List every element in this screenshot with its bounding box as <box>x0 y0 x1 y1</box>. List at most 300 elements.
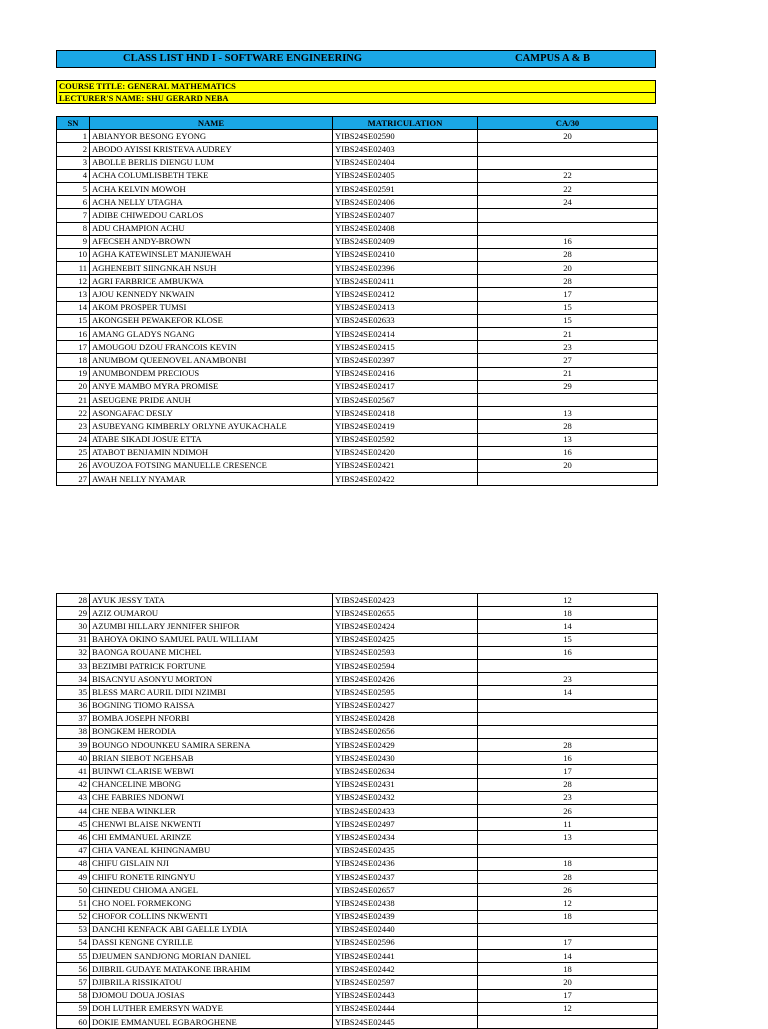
cell-ca <box>478 1016 658 1029</box>
cell-ca: 28 <box>478 778 658 791</box>
cell-ca: 17 <box>478 936 658 949</box>
cell-sn: 55 <box>57 950 90 963</box>
cell-name: BISACNYU ASONYU MORTON <box>90 673 333 686</box>
cell-sn: 35 <box>57 686 90 699</box>
table-row <box>57 778 658 791</box>
table-row <box>57 765 658 778</box>
cell-sn: 9 <box>57 235 90 248</box>
cell-sn: 32 <box>57 646 90 659</box>
cell-ca: 28 <box>478 275 658 288</box>
cell-name: DJEUMEN SANDJONG MORIAN DANIEL <box>90 950 333 963</box>
cell-matriculation: YIBS24SE02418 <box>333 407 478 420</box>
cell-sn: 41 <box>57 765 90 778</box>
cell-matriculation: YIBS24SE02438 <box>333 897 478 910</box>
cell-name: DOKIE EMMANUEL EGBAROGHENE <box>90 1016 333 1029</box>
table-row <box>57 169 658 182</box>
table-row <box>57 473 658 486</box>
cell-sn: 48 <box>57 857 90 870</box>
cell-ca: 15 <box>478 314 658 327</box>
cell-name: BOUNGO NDOUNKEU SAMIRA SERENA <box>90 739 333 752</box>
cell-matriculation: YIBS24SE02423 <box>333 594 478 607</box>
table-row <box>57 923 658 936</box>
cell-ca: 24 <box>478 196 658 209</box>
cell-name: BEZIMBI PATRICK FORTUNE <box>90 659 333 672</box>
cell-name: AMANG GLADYS NGANG <box>90 328 333 341</box>
table-row <box>57 380 658 393</box>
table-row <box>57 143 658 156</box>
cell-sn: 8 <box>57 222 90 235</box>
table-row <box>57 725 658 738</box>
cell-matriculation: YIBS24SE02421 <box>333 459 478 472</box>
table-row <box>57 976 658 989</box>
cell-ca: 18 <box>478 607 658 620</box>
cell-matriculation: YIBS24SE02414 <box>333 328 478 341</box>
cell-matriculation: YIBS24SE02440 <box>333 923 478 936</box>
cell-name: ANUMBOM QUEENOVEL ANAMBONBI <box>90 354 333 367</box>
cell-sn: 58 <box>57 989 90 1002</box>
cell-matriculation: YIBS24SE02425 <box>333 633 478 646</box>
cell-sn: 60 <box>57 1016 90 1029</box>
cell-sn: 59 <box>57 1002 90 1015</box>
cell-name: ACHA COLUMLISBETH TEKE <box>90 169 333 182</box>
table-row <box>57 1002 658 1015</box>
cell-name: ACHA KELVIN MOWOH <box>90 182 333 195</box>
cell-ca <box>478 156 658 169</box>
table-row <box>57 420 658 433</box>
cell-sn: 7 <box>57 209 90 222</box>
class-list-table-part1 <box>56 116 658 486</box>
cell-sn: 3 <box>57 156 90 169</box>
cell-matriculation: YIBS24SE02404 <box>333 156 478 169</box>
cell-sn: 38 <box>57 725 90 738</box>
table-row <box>57 459 658 472</box>
cell-matriculation: YIBS24SE02594 <box>333 659 478 672</box>
cell-ca <box>478 222 658 235</box>
table-row <box>57 712 658 725</box>
cell-name: ABIANYOR BESONG EYONG <box>90 130 333 143</box>
table-row <box>57 314 658 327</box>
cell-name: AJOU KENNEDY NKWAIN <box>90 288 333 301</box>
cell-name: AGHA KATEWINSLET MANJIEWAH <box>90 248 333 261</box>
table-row <box>57 407 658 420</box>
cell-name: AMOUGOU DZOU FRANCOIS KEVIN <box>90 341 333 354</box>
cell-name: AZUMBI HILLARY JENNIFER SHIFOR <box>90 620 333 633</box>
cell-ca <box>478 659 658 672</box>
column-header-name: NAME <box>90 117 333 130</box>
table-row <box>57 963 658 976</box>
cell-name: BAONGA ROUANE MICHEL <box>90 646 333 659</box>
cell-name: AFECSEH ANDY-BROWN <box>90 235 333 248</box>
cell-ca: 22 <box>478 182 658 195</box>
cell-name: AKONGSEH PEWAKEFOR KLOSE <box>90 314 333 327</box>
cell-ca <box>478 699 658 712</box>
cell-matriculation: YIBS24SE02655 <box>333 607 478 620</box>
cell-matriculation: YIBS24SE02435 <box>333 844 478 857</box>
cell-matriculation: YIBS24SE02416 <box>333 367 478 380</box>
table-row <box>57 275 658 288</box>
cell-sn: 47 <box>57 844 90 857</box>
table-row <box>57 870 658 883</box>
cell-name: DANCHI KENFACK ABI GAELLE LYDIA <box>90 923 333 936</box>
cell-matriculation: YIBS24SE02443 <box>333 989 478 1002</box>
cell-name: AKOM PROSPER TUMSI <box>90 301 333 314</box>
cell-matriculation: YIBS24SE02396 <box>333 262 478 275</box>
cell-ca: 12 <box>478 897 658 910</box>
cell-ca: 20 <box>478 262 658 275</box>
table-row <box>57 686 658 699</box>
table-row <box>57 791 658 804</box>
cell-ca: 14 <box>478 620 658 633</box>
cell-ca: 15 <box>478 301 658 314</box>
table-row <box>57 805 658 818</box>
cell-matriculation: YIBS24SE02439 <box>333 910 478 923</box>
cell-ca: 14 <box>478 686 658 699</box>
class-list-table-part2 <box>56 593 658 1029</box>
cell-sn: 52 <box>57 910 90 923</box>
table-row <box>57 936 658 949</box>
cell-sn: 12 <box>57 275 90 288</box>
cell-name: BAHOYA OKINO SAMUEL PAUL WILLIAM <box>90 633 333 646</box>
cell-name: AZIZ OUMAROU <box>90 607 333 620</box>
cell-matriculation: YIBS24SE02437 <box>333 870 478 883</box>
cell-name: CHI EMMANUEL ARINZE <box>90 831 333 844</box>
cell-ca: 29 <box>478 380 658 393</box>
cell-name: CHE FABRIES NDONWI <box>90 791 333 804</box>
cell-matriculation: YIBS24SE02430 <box>333 752 478 765</box>
cell-sn: 14 <box>57 301 90 314</box>
cell-matriculation: YIBS24SE02411 <box>333 275 478 288</box>
cell-ca: 16 <box>478 235 658 248</box>
cell-ca <box>478 143 658 156</box>
cell-matriculation: YIBS24SE02427 <box>333 699 478 712</box>
table-row <box>57 607 658 620</box>
cell-matriculation: YIBS24SE02429 <box>333 739 478 752</box>
cell-name: CHENWI BLAISE NKWENTI <box>90 818 333 831</box>
cell-matriculation: YIBS24SE02567 <box>333 393 478 406</box>
cell-name: AGRI FARBRICE AMBUKWA <box>90 275 333 288</box>
table-row <box>57 633 658 646</box>
cell-name: ASONGAFAC DESLY <box>90 407 333 420</box>
cell-ca: 13 <box>478 433 658 446</box>
table-row <box>57 130 658 143</box>
cell-ca: 23 <box>478 341 658 354</box>
cell-sn: 43 <box>57 791 90 804</box>
cell-matriculation: YIBS24SE02409 <box>333 235 478 248</box>
cell-name: DASSI KENGNE CYRILLE <box>90 936 333 949</box>
cell-ca: 26 <box>478 805 658 818</box>
cell-matriculation: YIBS24SE02415 <box>333 341 478 354</box>
table-row <box>57 156 658 169</box>
cell-sn: 53 <box>57 923 90 936</box>
table-row <box>57 1016 658 1029</box>
cell-ca <box>478 712 658 725</box>
cell-name: CHANCELINE MBONG <box>90 778 333 791</box>
cell-ca <box>478 209 658 222</box>
cell-sn: 22 <box>57 407 90 420</box>
cell-sn: 57 <box>57 976 90 989</box>
cell-matriculation: YIBS24SE02441 <box>333 950 478 963</box>
table-row <box>57 209 658 222</box>
cell-name: AWAH NELLY NYAMAR <box>90 473 333 486</box>
cell-name: BUINWI CLARISE WEBWI <box>90 765 333 778</box>
cell-ca: 16 <box>478 446 658 459</box>
cell-matriculation: YIBS24SE02433 <box>333 805 478 818</box>
table-row <box>57 818 658 831</box>
table-row <box>57 739 658 752</box>
class-list-title-bar <box>56 50 656 68</box>
cell-ca: 27 <box>478 354 658 367</box>
table-row <box>57 235 658 248</box>
table-row <box>57 354 658 367</box>
cell-ca: 28 <box>478 420 658 433</box>
cell-matriculation: YIBS24SE02428 <box>333 712 478 725</box>
cell-ca: 17 <box>478 288 658 301</box>
cell-sn: 36 <box>57 699 90 712</box>
cell-matriculation: YIBS24SE02434 <box>333 831 478 844</box>
class-list-title: CLASS LIST HND I - SOFTWARE ENGINEERING <box>123 53 363 64</box>
course-info-box <box>56 80 656 104</box>
table-row <box>57 831 658 844</box>
cell-ca: 18 <box>478 910 658 923</box>
table-row <box>57 301 658 314</box>
cell-name: AVOUZOA FOTSING MANUELLE CRESENCE <box>90 459 333 472</box>
cell-sn: 18 <box>57 354 90 367</box>
cell-name: ANUMBONDEM PRECIOUS <box>90 367 333 380</box>
cell-ca: 28 <box>478 739 658 752</box>
cell-matriculation: YIBS24SE02422 <box>333 473 478 486</box>
cell-matriculation: YIBS24SE02407 <box>333 209 478 222</box>
table-row <box>57 897 658 910</box>
table-row <box>57 699 658 712</box>
cell-matriculation: YIBS24SE02590 <box>333 130 478 143</box>
table-row <box>57 673 658 686</box>
cell-sn: 5 <box>57 182 90 195</box>
cell-sn: 10 <box>57 248 90 261</box>
table-row <box>57 950 658 963</box>
cell-name: AGHENEBIT SIINGNKAH NSUH <box>90 262 333 275</box>
cell-sn: 6 <box>57 196 90 209</box>
cell-sn: 40 <box>57 752 90 765</box>
table-row <box>57 844 658 857</box>
cell-sn: 56 <box>57 963 90 976</box>
cell-matriculation: YIBS24SE02592 <box>333 433 478 446</box>
cell-matriculation: YIBS24SE02413 <box>333 301 478 314</box>
table-row <box>57 594 658 607</box>
cell-matriculation: YIBS24SE02442 <box>333 963 478 976</box>
cell-name: BLESS MARC AURIL DIDI NZIMBI <box>90 686 333 699</box>
cell-name: CHIFU RONETE RINGNYU <box>90 870 333 883</box>
cell-name: DJOMOU DOUA JOSIAS <box>90 989 333 1002</box>
cell-name: BONGKEM HERODIA <box>90 725 333 738</box>
table-row <box>57 328 658 341</box>
cell-sn: 42 <box>57 778 90 791</box>
cell-matriculation: YIBS24SE02432 <box>333 791 478 804</box>
cell-ca <box>478 844 658 857</box>
column-header-sn: SN <box>57 117 90 130</box>
cell-name: CHIA VANEAL KHINGNAMBU <box>90 844 333 857</box>
cell-matriculation: YIBS24SE02593 <box>333 646 478 659</box>
cell-sn: 44 <box>57 805 90 818</box>
cell-name: CHOFOR COLLINS NKWENTI <box>90 910 333 923</box>
table-row <box>57 248 658 261</box>
cell-ca: 12 <box>478 1002 658 1015</box>
campus-label: CAMPUS A & B <box>515 53 590 64</box>
cell-matriculation: YIBS24SE02420 <box>333 446 478 459</box>
cell-matriculation: YIBS24SE02397 <box>333 354 478 367</box>
table-row <box>57 182 658 195</box>
cell-ca: 23 <box>478 791 658 804</box>
table-row <box>57 367 658 380</box>
cell-name: ADIBE CHIWEDOU CARLOS <box>90 209 333 222</box>
cell-matriculation: YIBS24SE02597 <box>333 976 478 989</box>
cell-sn: 50 <box>57 884 90 897</box>
cell-sn: 1 <box>57 130 90 143</box>
cell-ca: 17 <box>478 989 658 1002</box>
cell-ca <box>478 473 658 486</box>
cell-matriculation: YIBS24SE02656 <box>333 725 478 738</box>
cell-sn: 45 <box>57 818 90 831</box>
cell-ca: 16 <box>478 646 658 659</box>
cell-ca: 20 <box>478 976 658 989</box>
cell-sn: 13 <box>57 288 90 301</box>
cell-ca: 13 <box>478 831 658 844</box>
cell-name: DOH LUTHER EMERSYN WADYE <box>90 1002 333 1015</box>
cell-sn: 49 <box>57 870 90 883</box>
cell-name: ADU CHAMPION ACHU <box>90 222 333 235</box>
column-header-ca: CA/30 <box>478 117 658 130</box>
cell-matriculation: YIBS24SE02405 <box>333 169 478 182</box>
table-header-row <box>57 117 658 130</box>
cell-sn: 28 <box>57 594 90 607</box>
cell-matriculation: YIBS24SE02595 <box>333 686 478 699</box>
cell-sn: 39 <box>57 739 90 752</box>
cell-matriculation: YIBS24SE02431 <box>333 778 478 791</box>
cell-sn: 37 <box>57 712 90 725</box>
table-row <box>57 910 658 923</box>
cell-name: BOMBA JOSEPH NFORBI <box>90 712 333 725</box>
cell-name: ATABOT BENJAMIN NDIMOH <box>90 446 333 459</box>
cell-sn: 4 <box>57 169 90 182</box>
cell-ca: 22 <box>478 169 658 182</box>
cell-sn: 51 <box>57 897 90 910</box>
cell-name: CHIFU GISLAIN NJI <box>90 857 333 870</box>
cell-ca: 18 <box>478 963 658 976</box>
cell-sn: 25 <box>57 446 90 459</box>
cell-ca: 21 <box>478 367 658 380</box>
cell-ca: 15 <box>478 633 658 646</box>
cell-matriculation: YIBS24SE02444 <box>333 1002 478 1015</box>
cell-sn: 27 <box>57 473 90 486</box>
table-row <box>57 393 658 406</box>
cell-ca: 20 <box>478 130 658 143</box>
table-row <box>57 433 658 446</box>
cell-matriculation: YIBS24SE02412 <box>333 288 478 301</box>
cell-sn: 20 <box>57 380 90 393</box>
cell-ca: 17 <box>478 765 658 778</box>
table-row <box>57 884 658 897</box>
cell-sn: 30 <box>57 620 90 633</box>
cell-name: BOGNING TIOMO RAISSA <box>90 699 333 712</box>
cell-matriculation: YIBS24SE02426 <box>333 673 478 686</box>
cell-name: ANYE MAMBO MYRA PROMISE <box>90 380 333 393</box>
cell-ca: 21 <box>478 328 658 341</box>
cell-matriculation: YIBS24SE02445 <box>333 1016 478 1029</box>
cell-name: AYUK JESSY TATA <box>90 594 333 607</box>
table-row <box>57 989 658 1002</box>
cell-ca: 26 <box>478 884 658 897</box>
cell-sn: 2 <box>57 143 90 156</box>
cell-sn: 23 <box>57 420 90 433</box>
table-row <box>57 341 658 354</box>
cell-sn: 29 <box>57 607 90 620</box>
cell-name: DJIBRIL GUDAYE MATAKONE IBRAHIM <box>90 963 333 976</box>
cell-sn: 11 <box>57 262 90 275</box>
cell-matriculation: YIBS24SE02419 <box>333 420 478 433</box>
cell-ca: 12 <box>478 594 658 607</box>
cell-name: ASUBEYANG KIMBERLY ORLYNE AYUKACHALE <box>90 420 333 433</box>
cell-name: CHO NOEL FORMEKONG <box>90 897 333 910</box>
cell-sn: 46 <box>57 831 90 844</box>
cell-sn: 19 <box>57 367 90 380</box>
cell-matriculation: YIBS24SE02591 <box>333 182 478 195</box>
cell-matriculation: YIBS24SE02436 <box>333 857 478 870</box>
table-row <box>57 646 658 659</box>
cell-ca <box>478 725 658 738</box>
cell-name: ACHA NELLY UTAGHA <box>90 196 333 209</box>
cell-sn: 24 <box>57 433 90 446</box>
cell-name: ABOLLE BERLIS DIENGU LUM <box>90 156 333 169</box>
cell-matriculation: YIBS24SE02497 <box>333 818 478 831</box>
cell-matriculation: YIBS24SE02408 <box>333 222 478 235</box>
cell-name: BRIAN SIEBOT NGEHSAB <box>90 752 333 765</box>
table-row <box>57 752 658 765</box>
table-row <box>57 857 658 870</box>
table-row <box>57 196 658 209</box>
cell-sn: 17 <box>57 341 90 354</box>
cell-sn: 33 <box>57 659 90 672</box>
table-row <box>57 288 658 301</box>
cell-sn: 15 <box>57 314 90 327</box>
cell-ca <box>478 923 658 936</box>
cell-name: ATABE SIKADI JOSUE ETTA <box>90 433 333 446</box>
cell-name: DJIBRILA RISSIKATOU <box>90 976 333 989</box>
cell-ca: 16 <box>478 752 658 765</box>
cell-sn: 54 <box>57 936 90 949</box>
table-row <box>57 659 658 672</box>
cell-name: CHINEDU CHIOMA ANGEL <box>90 884 333 897</box>
cell-ca: 28 <box>478 870 658 883</box>
cell-matriculation: YIBS24SE02406 <box>333 196 478 209</box>
cell-sn: 34 <box>57 673 90 686</box>
cell-name: CHE NEBA WINKLER <box>90 805 333 818</box>
cell-sn: 16 <box>57 328 90 341</box>
cell-matriculation: YIBS24SE02633 <box>333 314 478 327</box>
cell-name: ABODO AYISSI KRISTEVA AUDREY <box>90 143 333 156</box>
cell-ca: 23 <box>478 673 658 686</box>
cell-matriculation: YIBS24SE02417 <box>333 380 478 393</box>
table-row <box>57 446 658 459</box>
cell-ca <box>478 393 658 406</box>
cell-ca: 11 <box>478 818 658 831</box>
table-row <box>57 620 658 633</box>
cell-matriculation: YIBS24SE02634 <box>333 765 478 778</box>
course-title: COURSE TITLE: GENERAL MATHEMATICS <box>59 81 655 93</box>
cell-matriculation: YIBS24SE02424 <box>333 620 478 633</box>
cell-ca: 13 <box>478 407 658 420</box>
table-row <box>57 222 658 235</box>
cell-matriculation: YIBS24SE02410 <box>333 248 478 261</box>
cell-ca: 14 <box>478 950 658 963</box>
